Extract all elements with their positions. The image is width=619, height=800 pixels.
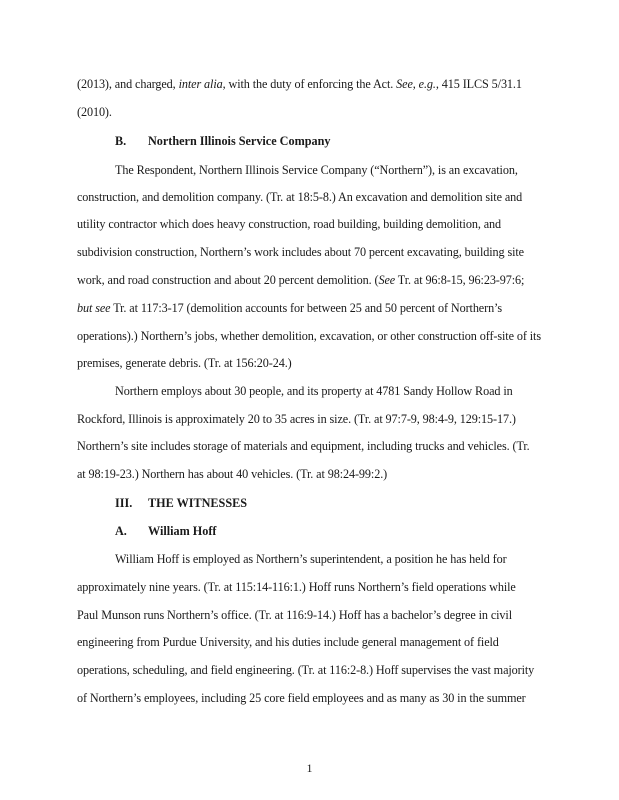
italic-run: See (378, 273, 396, 287)
body-line: operations, scheduling, and field engineering. (Tr. at 116:2-8.) Hoff supervises the vast majority (77, 663, 535, 677)
italic-run: inter alia, (178, 77, 226, 91)
section-heading-number: B. (115, 134, 127, 148)
body-line: Northern’s site includes storage of materials and equipment, including trucks and vehicles. (Tr. (77, 439, 530, 453)
body-line: but see Tr. at 117:3-17 (demolition accounts for between 25 and 50 percent of Northern’s (77, 301, 502, 315)
body-line: The Respondent, Northern Illinois Service Company (“Northern”), is an excavation, (115, 163, 518, 177)
section-heading-title: Northern Illinois Service Company (148, 134, 331, 148)
body-line: William Hoff is employed as Northern’s superintendent, a position he has held for (115, 552, 507, 566)
italic-run: See, e.g., (396, 77, 439, 91)
body-line: construction, and demolition company. (Tr. at 18:5-8.) An excavation and demolition site and (77, 190, 523, 204)
body-line: (2013), and charged, inter alia, with the duty of enforcing the Act. See, e.g., 415 ILCS 5/31.1 (77, 77, 522, 91)
body-line: premises, generate debris. (Tr. at 156:20-24.) (77, 356, 292, 370)
section-heading-number: III. (115, 496, 133, 510)
body-line: utility contractor which does heavy construction, road building, building demolition, and (77, 217, 502, 231)
body-line: engineering from Purdue University, and his duties include general management of field (77, 635, 499, 649)
body-line: of Northern’s employees, including 25 core field employees and as many as 30 in the summer (77, 691, 526, 705)
section-heading-title: THE WITNESSES (148, 496, 248, 510)
italic-run: but see (77, 301, 111, 315)
body-line: Northern employs about 30 people, and its property at 4781 Sandy Hollow Road in (115, 384, 513, 398)
subsection-heading-number: A. (115, 524, 127, 538)
body-line: (2010). (77, 105, 112, 119)
body-line: operations).) Northern’s jobs, whether demolition, excavation, or other construction off-site of its (77, 329, 541, 343)
body-line: subdivision construction, Northern’s work includes about 70 percent excavating, building site (77, 245, 524, 259)
page-number: 1 (306, 761, 313, 775)
body-line: Paul Munson runs Northern’s office. (Tr. at 116:9-14.) Hoff has a bachelor’s degree in civil (77, 608, 512, 622)
body-line: at 98:19-23.) Northern has about 40 vehicles. (Tr. at 98:24-99:2.) (77, 467, 388, 481)
body-line: Rockford, Illinois is approximately 20 to 35 acres in size. (Tr. at 97:7-9, 98:4-9, 129:15-17.) (77, 412, 516, 426)
body-line: work, and road construction and about 20 percent demolition. (See Tr. at 96:8-15, 96:23-97:6; (77, 273, 525, 287)
subsection-heading-title: William Hoff (148, 524, 217, 538)
body-line: approximately nine years. (Tr. at 115:14-116:1.) Hoff runs Northern’s field operations while (77, 580, 516, 594)
